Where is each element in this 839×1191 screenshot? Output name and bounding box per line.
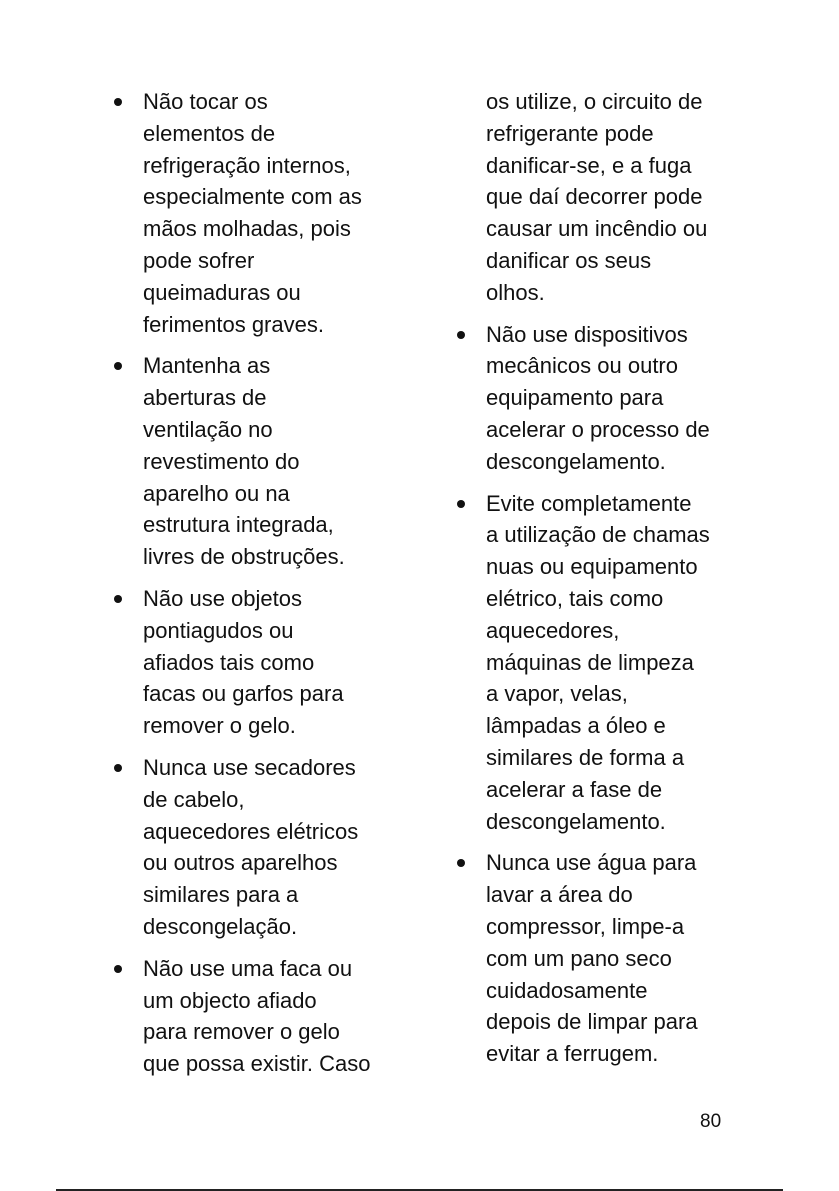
text-line: que possa existir. Caso — [143, 1051, 371, 1077]
text-line: máquinas de limpeza — [486, 649, 694, 675]
text-line: acelerar o processo de — [486, 416, 710, 442]
bullet-item — [455, 488, 755, 838]
text-line: equipamento para — [486, 385, 664, 411]
text-line: para remover o gelo — [143, 1019, 340, 1045]
text-line: um objecto afiado — [143, 987, 317, 1013]
text-line: remover o gelo. — [143, 713, 296, 739]
bullet-item — [455, 319, 755, 478]
text-line: livres de obstruções. — [143, 544, 345, 570]
text-line: nuas ou equipamento — [486, 554, 698, 580]
text-line: ou outros aparelhos — [143, 850, 338, 876]
left-column — [112, 86, 412, 1090]
text-line: com um pano seco — [486, 945, 672, 971]
bullet-icon — [114, 764, 122, 772]
text-line: descongelamento. — [486, 808, 666, 834]
text-line: similares de forma a — [486, 744, 685, 770]
text-line: mecânicos ou outro — [486, 353, 678, 379]
text-line: olhos. — [486, 279, 545, 305]
text-line: refrigeração internos, — [143, 152, 351, 178]
text-line: a vapor, velas, — [486, 681, 628, 707]
bullet-item — [112, 752, 412, 943]
text-line: evitar a ferrugem. — [486, 1041, 659, 1067]
text-line: lavar a área do — [486, 882, 633, 908]
text-line: Não use dispositivos — [486, 321, 688, 347]
text-line: aquecedores, — [486, 617, 620, 643]
text-line: de cabelo, — [143, 786, 245, 812]
text-line: Nunca use secadores — [143, 754, 356, 780]
text-line: danificar os seus — [486, 247, 652, 273]
bullet-icon — [457, 331, 465, 339]
text-line: especialmente com as — [143, 184, 362, 210]
bullet-item — [112, 86, 412, 340]
bullet-item — [112, 350, 412, 573]
text-line: aberturas de — [143, 385, 267, 411]
text-line: lâmpadas a óleo e — [486, 713, 666, 739]
text-line: refrigerante pode — [486, 120, 654, 146]
bullet-icon — [114, 595, 122, 603]
text-line: descongelamento. — [486, 448, 666, 474]
text-line: causar um incêndio ou — [486, 216, 708, 242]
text-line: afiados tais como — [143, 649, 315, 675]
text-line: ventilação no — [143, 416, 273, 442]
text-line: Evite completamente — [486, 490, 692, 516]
right-column — [455, 86, 755, 1080]
text-line: facas ou garfos para — [143, 681, 344, 707]
text-line: Não use uma faca ou — [143, 955, 353, 981]
bullet-icon — [457, 500, 465, 508]
bullet-icon — [457, 859, 465, 867]
text-line: elétrico, tais como — [486, 585, 664, 611]
text-line: aparelho ou na — [143, 480, 290, 506]
text-line: Não tocar os — [143, 89, 268, 114]
text-line: revestimento do — [143, 448, 300, 474]
bullet-item — [455, 847, 755, 1070]
text-line: cuidadosamente — [486, 977, 648, 1003]
bullet-icon — [114, 362, 122, 370]
text-line: pode sofrer — [143, 247, 255, 273]
text-line: a utilização de chamas — [486, 522, 710, 548]
text-line: aquecedores elétricos — [143, 818, 359, 844]
page-number: 80 — [700, 1111, 722, 1132]
text-line: ferimentos graves. — [143, 311, 324, 337]
bullet-item — [112, 953, 412, 1080]
bullet-item — [112, 583, 412, 742]
text-line: danificar-se, e a fuga — [486, 152, 692, 178]
text-line: Nunca use água para — [486, 850, 697, 876]
text-line: os utilize, o circuito de — [486, 89, 703, 114]
continued-paragraph — [455, 86, 755, 309]
text-line: pontiagudos ou — [143, 617, 294, 643]
text-line: Não use objetos — [143, 585, 302, 611]
bullet-icon — [114, 965, 122, 973]
text-line: acelerar a fase de — [486, 776, 663, 802]
text-line: mãos molhadas, pois — [143, 216, 351, 242]
text-line: estrutura integrada, — [143, 512, 334, 538]
text-line: compressor, limpe-a — [486, 913, 685, 939]
text-line: queimaduras ou — [143, 279, 301, 305]
text-line: similares para a — [143, 882, 299, 908]
text-line: Mantenha as — [143, 353, 271, 379]
text-line: elementos de — [143, 120, 276, 146]
text-line: depois de limpar para — [486, 1009, 698, 1035]
text-line: que daí decorrer pode — [486, 184, 703, 210]
bullet-icon — [114, 98, 122, 106]
text-line: descongelação. — [143, 913, 298, 939]
